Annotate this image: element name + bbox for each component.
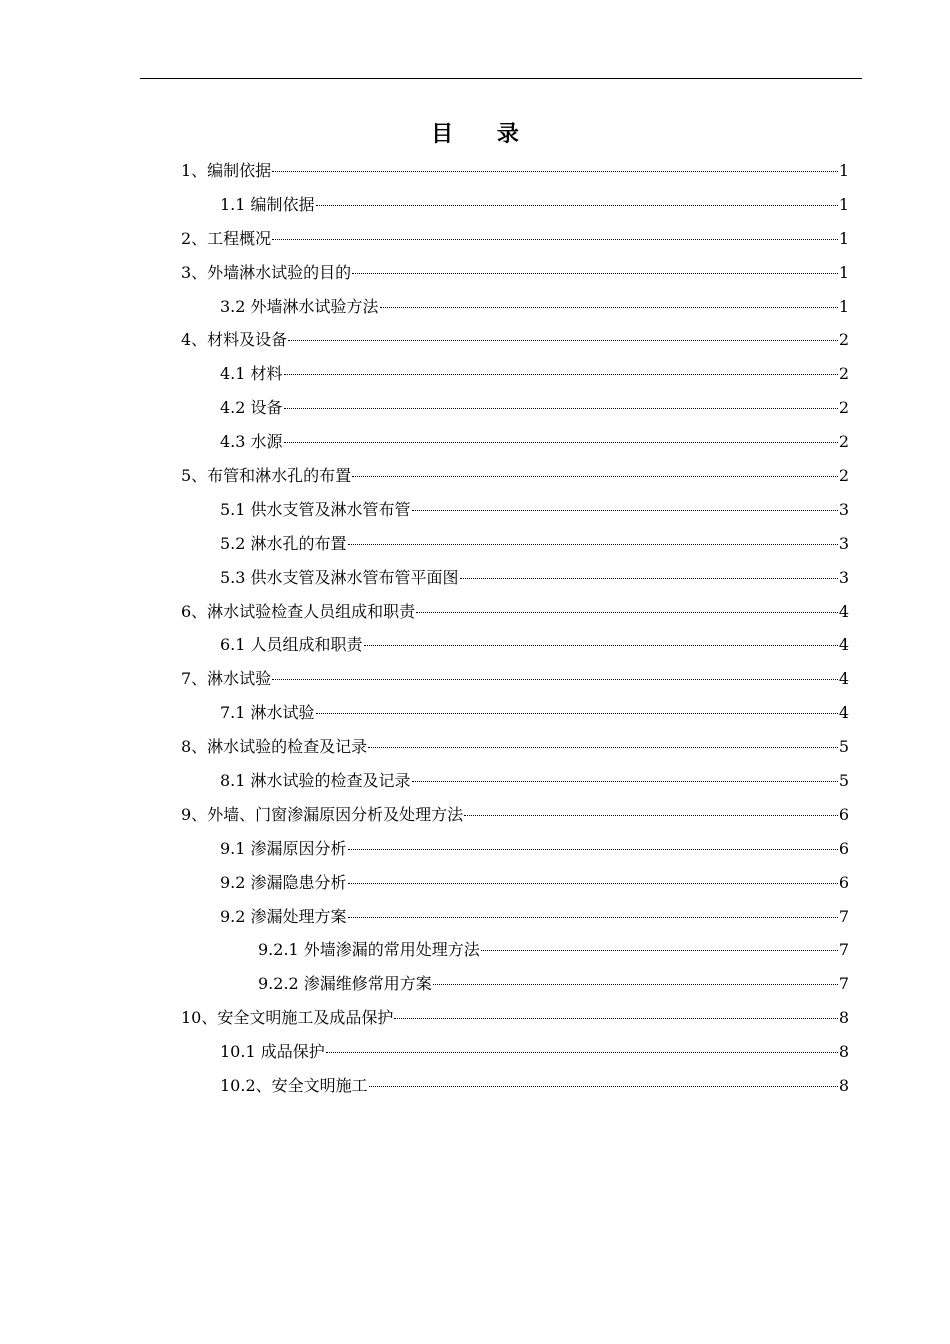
toc-entry[interactable]	[181, 494, 849, 528]
toc-entry-label: 3.2 外墙淋水试验方法	[220, 296, 379, 316]
toc-entry[interactable]	[181, 968, 849, 1002]
toc-dot-leader	[368, 727, 838, 748]
toc-entry[interactable]	[181, 155, 849, 189]
toc-entry-label: 4.2 设备	[220, 398, 283, 418]
toc-entry-label: 6、淋水试验检查人员组成和职责	[181, 601, 416, 621]
toc-entry-page-number: 7	[838, 906, 849, 926]
toc-entry-label: 8.1 淋水试验的检查及记录	[220, 771, 411, 791]
toc-entry[interactable]	[181, 596, 849, 630]
toc-entry[interactable]	[181, 1036, 849, 1070]
toc-dot-leader	[460, 558, 838, 579]
toc-entry-label: 9.1 渗漏原因分析	[220, 838, 347, 858]
header-rule	[140, 78, 862, 79]
toc-entry-page-number: 4	[838, 635, 849, 655]
toc-dot-leader	[348, 829, 838, 850]
toc-entry-page-number: 2	[838, 364, 849, 384]
toc-entry-page-number: 1	[838, 228, 849, 248]
toc-dot-leader	[272, 151, 838, 172]
toc-dot-leader	[412, 761, 838, 782]
toc-entry-page-number: 3	[838, 567, 849, 587]
toc-entry-label: 9.2 渗漏隐患分析	[220, 872, 347, 892]
toc-dot-leader	[348, 897, 838, 918]
toc-dot-leader	[316, 185, 838, 206]
toc-entry-page-number: 5	[838, 737, 849, 757]
toc-entry-label: 4.1 材料	[220, 364, 283, 384]
toc-entry[interactable]	[181, 291, 849, 325]
toc-dot-leader	[364, 625, 838, 646]
toc-entry[interactable]	[181, 257, 849, 291]
toc-entry[interactable]	[181, 731, 849, 765]
toc-entry-page-number: 2	[838, 330, 849, 350]
toc-entry-label: 9、外墙、门窗渗漏原因分析及处理方法	[181, 804, 464, 824]
table-of-contents	[181, 155, 849, 1104]
toc-entry[interactable]	[181, 867, 849, 901]
toc-dot-leader	[316, 693, 838, 714]
toc-dot-leader	[433, 964, 838, 985]
toc-entry-page-number: 2	[838, 432, 849, 452]
toc-entry-label: 7、淋水试验	[181, 669, 272, 689]
toc-entry[interactable]	[181, 697, 849, 731]
toc-entry-page-number: 3	[838, 499, 849, 519]
toc-entry[interactable]	[181, 426, 849, 460]
toc-entry-label: 7.1 淋水试验	[220, 703, 315, 723]
toc-entry[interactable]	[181, 833, 849, 867]
toc-entry[interactable]	[181, 1002, 849, 1036]
toc-entry-page-number: 1	[838, 194, 849, 214]
toc-entry[interactable]	[181, 189, 849, 223]
toc-entry-label: 10、安全文明施工及成品保护	[181, 1008, 394, 1028]
toc-dot-leader	[284, 422, 838, 443]
toc-dot-leader	[272, 219, 838, 240]
toc-entry-label: 6.1 人员组成和职责	[220, 635, 363, 655]
toc-dot-leader	[284, 388, 838, 409]
toc-entry-label: 3、外墙淋水试验的目的	[181, 262, 352, 282]
toc-dot-leader	[352, 253, 838, 274]
toc-dot-leader	[348, 524, 838, 545]
toc-entry-page-number: 7	[838, 940, 849, 960]
toc-entry-label: 9.2.1 外墙渗漏的常用处理方法	[258, 940, 480, 960]
toc-entry-page-number: 3	[838, 533, 849, 553]
toc-entry[interactable]	[181, 460, 849, 494]
toc-entry-label: 5.2 淋水孔的布置	[220, 533, 347, 553]
toc-entry-label: 5、布管和淋水孔的布置	[181, 466, 352, 486]
toc-entry-page-number: 8	[838, 1008, 849, 1028]
toc-entry-page-number: 2	[838, 398, 849, 418]
toc-entry-page-number: 5	[838, 771, 849, 791]
toc-entry-label: 5.1 供水支管及淋水管布管	[220, 499, 411, 519]
toc-dot-leader	[380, 287, 838, 308]
toc-entry-page-number: 2	[838, 466, 849, 486]
toc-entry-page-number: 7	[838, 974, 849, 994]
toc-entry-label: 9.2 渗漏处理方案	[220, 906, 347, 926]
toc-entry[interactable]	[181, 528, 849, 562]
toc-entry[interactable]	[181, 934, 849, 968]
toc-entry[interactable]	[181, 663, 849, 697]
toc-entry-page-number: 6	[838, 838, 849, 858]
toc-entry-label: 10.1 成品保护	[220, 1042, 325, 1062]
toc-dot-leader	[288, 320, 838, 341]
toc-dot-leader	[348, 863, 838, 884]
toc-dot-leader	[272, 659, 838, 680]
toc-dot-leader	[352, 456, 838, 477]
toc-entry[interactable]	[181, 223, 849, 257]
toc-dot-leader	[416, 592, 838, 613]
toc-entry[interactable]	[181, 765, 849, 799]
toc-entry[interactable]	[181, 562, 849, 596]
toc-entry-page-number: 8	[838, 1042, 849, 1062]
toc-entry-page-number: 1	[838, 262, 849, 282]
toc-entry-page-number: 4	[838, 601, 849, 621]
toc-dot-leader	[481, 930, 838, 951]
toc-entry[interactable]	[181, 392, 849, 426]
toc-entry-label: 9.2.2 渗漏维修常用方案	[258, 974, 432, 994]
toc-entry[interactable]	[181, 629, 849, 663]
toc-entry[interactable]	[181, 1070, 849, 1104]
toc-entry[interactable]	[181, 901, 849, 935]
toc-entry-page-number: 8	[838, 1076, 849, 1096]
toc-entry-label: 10.2、安全文明施工	[220, 1076, 368, 1096]
toc-entry[interactable]	[181, 799, 849, 833]
toc-dot-leader	[394, 998, 837, 1019]
toc-dot-leader	[369, 1066, 838, 1087]
toc-entry-page-number: 6	[838, 872, 849, 892]
toc-entry-page-number: 4	[838, 703, 849, 723]
toc-entry-label: 1.1 编制依据	[220, 194, 315, 214]
toc-entry-label: 8、淋水试验的检查及记录	[181, 737, 368, 757]
toc-dot-leader	[284, 354, 838, 375]
toc-entry[interactable]	[181, 324, 849, 358]
toc-entry[interactable]	[181, 358, 849, 392]
toc-entry-page-number: 4	[838, 669, 849, 689]
toc-entry-page-number: 6	[838, 804, 849, 824]
toc-title: 目 录	[431, 121, 537, 147]
toc-entry-page-number: 1	[838, 296, 849, 316]
toc-dot-leader	[464, 795, 838, 816]
toc-entry-label: 4.3 水源	[220, 432, 283, 452]
toc-dot-leader	[412, 490, 838, 511]
toc-entry-label: 5.3 供水支管及淋水管布管平面图	[220, 567, 459, 587]
toc-dot-leader	[326, 1032, 838, 1053]
toc-entry-label: 1、编制依据	[181, 161, 272, 180]
toc-entry-label: 4、材料及设备	[181, 330, 288, 350]
toc-entry-page-number: 1	[838, 161, 849, 180]
toc-entry-label: 2、工程概况	[181, 228, 272, 248]
